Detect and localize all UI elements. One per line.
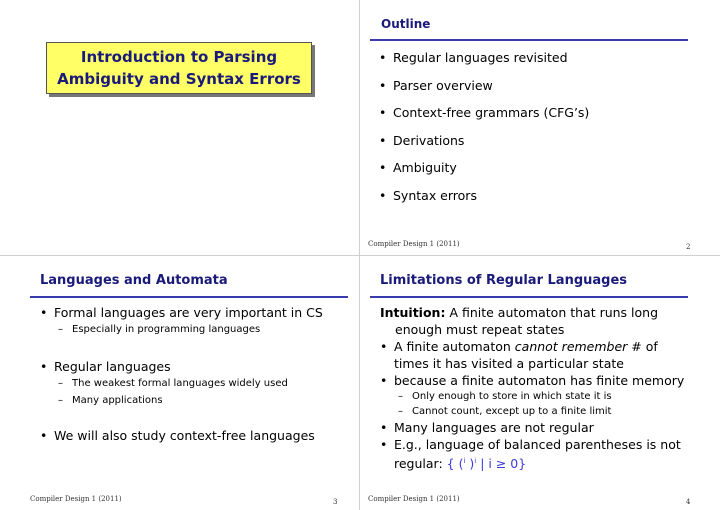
slide3-footer: Compiler Design 1 (2011) <box>30 495 122 503</box>
slide3-subbullet: – The weakest formal languages widely used <box>58 375 323 392</box>
slide4-bullet-emph: cannot remember <box>514 339 628 354</box>
slide4-bullet-text: regular: <box>394 456 447 472</box>
slide3-subbullet: – Especially in programming languages <box>58 321 323 338</box>
slide4-sublist <box>398 389 700 419</box>
slide4-bullet <box>380 372 700 419</box>
slide2-bullet: • Derivations <box>379 127 589 155</box>
slide4-subbullet: – Only enough to store in which state it is <box>398 389 700 404</box>
slide4-bullet-text: E.g., language of balanced parentheses is not <box>394 437 681 452</box>
slide2-bullet: • Ambiguity <box>379 154 589 182</box>
slide3-bullet <box>40 358 323 409</box>
slide4-intuition <box>380 304 700 321</box>
slide4-bullet <box>380 436 700 472</box>
slide4-title-rule <box>370 296 688 298</box>
slide1-title-line1: Introduction to Parsing <box>80 48 278 66</box>
slide4-subbullet: – Cannot count, except up to a finite limit <box>398 404 700 419</box>
slide4-bullet-text: A finite automaton <box>394 339 515 354</box>
slide2-bullet: • Syntax errors <box>379 182 589 210</box>
page-divider-horizontal <box>0 255 720 256</box>
slide2-bullet-list <box>379 44 589 209</box>
slide2-bullet: • Context-free grammars (CFG’s) <box>379 99 589 127</box>
slide4-bullet <box>380 338 700 372</box>
slide3-sublist <box>58 321 323 338</box>
slide3-title-rule <box>30 296 348 298</box>
slide4-intuition-cont: enough must repeat states <box>395 322 565 337</box>
slide2-footer: Compiler Design 1 (2011) <box>368 240 460 248</box>
slide3-title: Languages and Automata <box>40 273 228 288</box>
slide2-bullet: • Parser overview <box>379 72 589 100</box>
slide2-title-rule <box>370 39 688 41</box>
slide3-bullet-text: Regular languages <box>54 359 171 374</box>
slide3-bullet <box>40 304 323 338</box>
slide2-bullet: • Regular languages revisited <box>379 44 589 72</box>
slide4-bullet: • Many languages are not regular <box>380 419 700 436</box>
slide3-bullet-text: Formal languages are very important in CS <box>54 305 323 320</box>
page-divider-vertical <box>359 0 360 510</box>
slide4-set-notation: { ($^i$ )$^i$ | i ≥ 0} <box>446 456 527 472</box>
slide3-subbullet: – Many applications <box>58 392 323 409</box>
slide3-bullet-list <box>40 304 323 444</box>
slide3-bullet: • We will also study context-free languages <box>40 427 323 444</box>
slide4-bullet-text: times it has visited a particular state <box>394 356 624 371</box>
slide2-page-number: 2 <box>686 243 691 251</box>
slide1-title-box <box>46 42 312 94</box>
slide4-bullet-text: # of <box>627 339 658 354</box>
slide4-title: Limitations of Regular Languages <box>380 273 628 288</box>
slide4-intuition-label: Intuition: <box>380 305 446 320</box>
slide4-bullet-text: because a finite automaton has finite memory <box>394 373 685 388</box>
slide4-intuition-text: A finite automaton that runs long <box>445 305 659 320</box>
slide1-title-line2: Ambiguity and Syntax Errors <box>57 70 301 88</box>
slide4-body <box>380 304 700 472</box>
slide3-page-number: 3 <box>333 498 338 506</box>
slide3-sublist <box>58 375 323 409</box>
slide4-bullet-list <box>380 338 700 472</box>
slide2-title: Outline <box>381 17 431 31</box>
slide4-page-number: 4 <box>686 498 691 506</box>
slide4-footer: Compiler Design 1 (2011) <box>368 495 460 503</box>
